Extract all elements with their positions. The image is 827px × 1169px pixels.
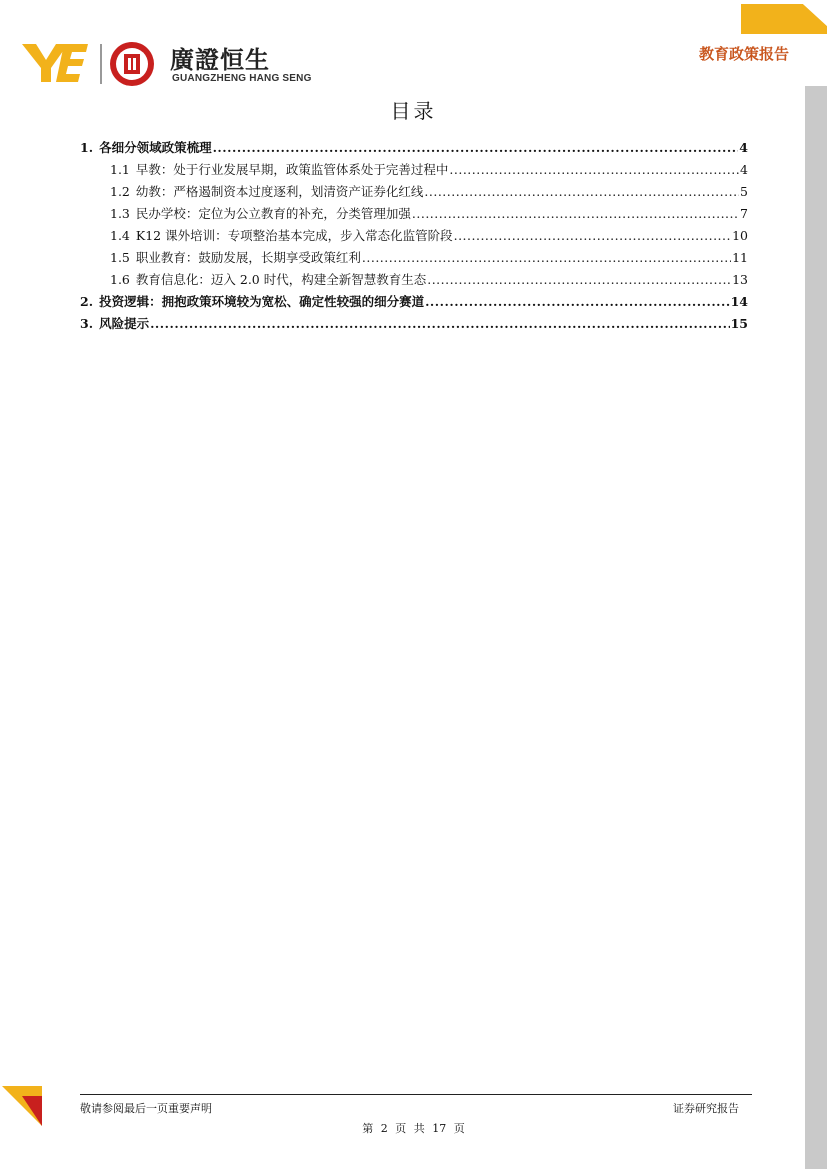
toc-leader-dots (362, 250, 731, 265)
toc-entry-number: 1.2 (110, 184, 130, 199)
toc-leader-dots (424, 184, 739, 199)
toc-entry-text: 职业教育：鼓励发展，长期享受政策红利 (135, 250, 361, 265)
page-number: 第 2 页 共 17 页 (362, 1122, 465, 1135)
toc-entry-page: 5 (740, 184, 748, 199)
toc-entry-page: 7 (740, 206, 748, 221)
toc-leader-dots (425, 294, 730, 309)
toc-entry-number: 1.3 (110, 206, 130, 221)
toc-entry-number: 1.6 (110, 272, 130, 287)
toc-entry-text: 早教：处于行业发展早期，政策监管体系处于完善过程中 (135, 162, 449, 177)
toc-leader-dots (213, 140, 739, 155)
footer-disclaimer: 敬请参阅最后一页重要声明 (80, 1102, 212, 1115)
toc-entry-1-4[interactable] (80, 226, 748, 248)
toc-entry-page: 4 (740, 162, 748, 177)
table-of-contents (80, 138, 748, 336)
toc-entry-number: 3. (80, 316, 94, 331)
toc-entry-text: 民办学校：定位为公立教育的补充，分类管理加强 (135, 206, 411, 221)
toc-entry-2[interactable] (80, 292, 748, 314)
toc-entry-1-5[interactable] (80, 248, 748, 270)
footer-report-label: 证券研究报告 (673, 1102, 739, 1115)
toc-entry-text: 各细分领域政策梳理 (99, 140, 212, 155)
toc-leader-dots (449, 162, 739, 177)
toc-entry-1-6[interactable] (80, 270, 748, 292)
toc-entry-text: K12 课外培训：专项整治基本完成，步入常态化监管阶段 (135, 228, 453, 243)
toc-entry-text: 幼教：严格遏制资本过度逐利，划清资产证券化红线 (135, 184, 424, 199)
toc-leader-dots (412, 206, 739, 221)
logo-ye-icon (22, 40, 172, 90)
toc-entry-number: 1.1 (110, 162, 130, 177)
toc-leader-dots (150, 316, 730, 331)
toc-leader-dots (427, 272, 731, 287)
toc-entry-page: 15 (730, 316, 748, 331)
toc-entry-text: 投资逻辑：拥抱政策环境较为宽松、确定性较强的细分赛道 (99, 294, 425, 309)
toc-entry-1-1[interactable] (80, 160, 748, 182)
toc-entry-number: 1. (80, 140, 94, 155)
toc-entry-3[interactable] (80, 314, 748, 336)
toc-entry-page: 13 (732, 272, 748, 287)
brand-name-english: GUANGZHENG HANG SENG (172, 73, 312, 84)
toc-entry-1-3[interactable] (80, 204, 748, 226)
toc-entry-page: 10 (732, 228, 748, 243)
toc-title: 目录 (390, 99, 437, 123)
toc-entry-text: 教育信息化：迈入 2.0 时代，构建全新智慧教育生态 (135, 272, 427, 287)
toc-entry-page: 11 (732, 250, 748, 265)
report-type-label: 教育政策报告 (698, 45, 789, 63)
footer-divider (80, 1094, 752, 1095)
brand-name-chinese: 廣證恒生 (170, 46, 270, 74)
side-bar (805, 86, 827, 1169)
toc-entry-page: 4 (739, 140, 748, 155)
toc-entry-1[interactable] (80, 138, 748, 160)
toc-entry-page: 14 (730, 294, 748, 309)
header-corner-tab (741, 4, 827, 34)
toc-entry-number: 1.5 (110, 250, 130, 265)
toc-leader-dots (454, 228, 731, 243)
toc-entry-text: 风险提示 (99, 316, 150, 331)
toc-entry-number: 2. (80, 294, 94, 309)
toc-entry-1-2[interactable] (80, 182, 748, 204)
toc-entry-number: 1.4 (110, 228, 130, 243)
